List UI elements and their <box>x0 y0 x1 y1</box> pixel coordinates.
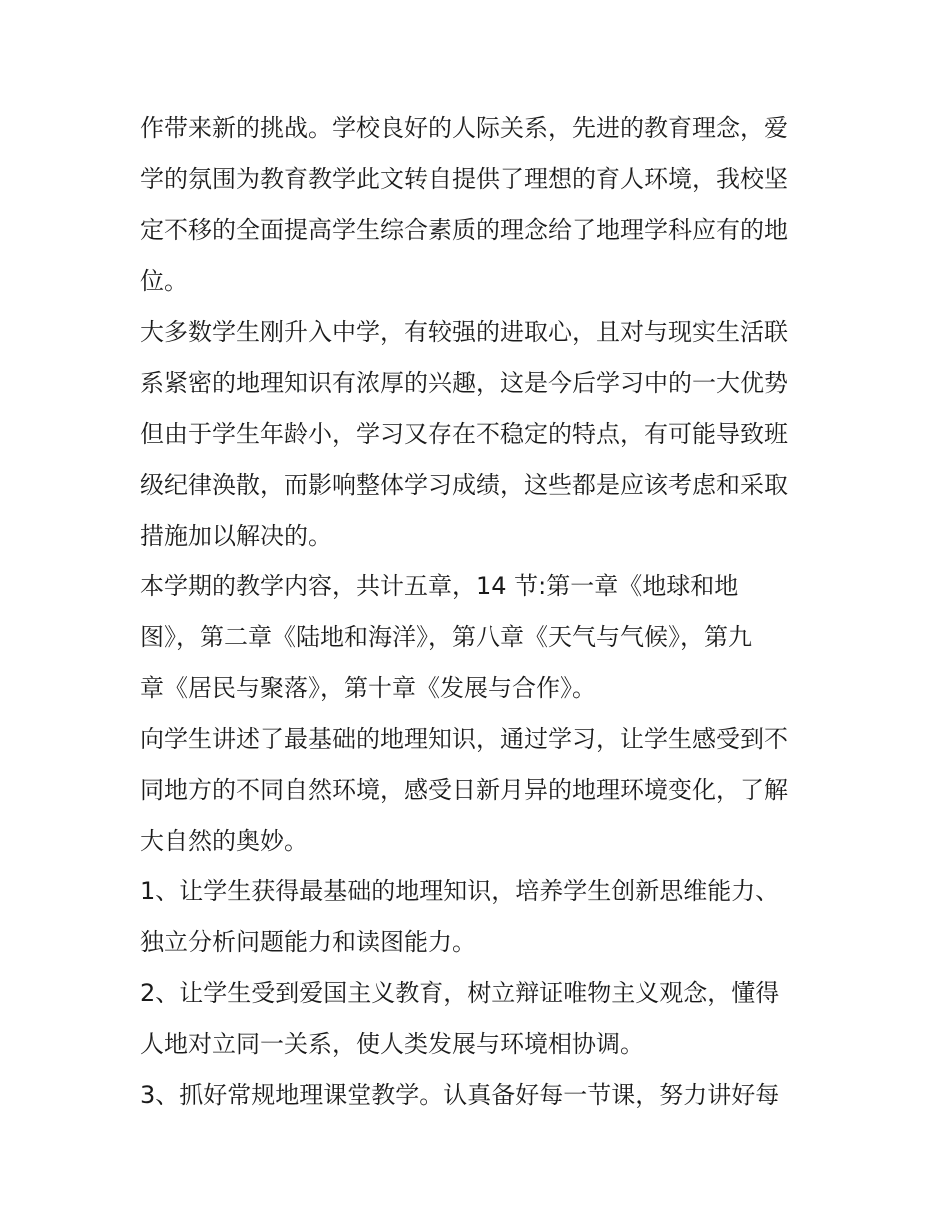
text-line: 作带来新的挑战。学校良好的人际关系，先进的教育理念，爱 <box>140 114 788 142</box>
text-line: 向学生讲述了最基础的地理知识，通过学习，让学生感受到不 <box>140 725 788 753</box>
text-line: 1、让学生获得最基础的地理知识，培养学生创新思维能力、 <box>140 877 780 905</box>
text-line: 章《居民与聚落》，第十章《发展与合作》。 <box>140 674 596 702</box>
text-line: 系紧密的地理知识有浓厚的兴趣，这是今后学习中的一大优势 <box>140 369 788 397</box>
text-line: 大自然的奥妙。 <box>140 827 308 855</box>
text-line: 但由于学生年龄小，学习又存在不稳定的特点，有可能导致班 <box>140 420 788 448</box>
text-line: 2、让学生受到爱国主义教育，树立辩证唯物主义观念，懂得 <box>140 979 780 1007</box>
text-line: 措施加以解决的。 <box>140 522 332 550</box>
text-line: 图》，第二章《陆地和海洋》，第八章《天气与气候》，第九 <box>140 623 752 651</box>
text-line: 同地方的不同自然环境，感受日新月异的地理环境变化，了解 <box>140 776 788 804</box>
text-line: 位。 <box>140 267 188 295</box>
text-line: 本学期的教学内容，共计五章，14 节:第一章《地球和地 <box>140 572 739 600</box>
text-line: 人地对立同一关系，使人类发展与环境相协调。 <box>140 1030 644 1058</box>
text-line: 定不移的全面提高学生综合素质的理念给了地理学科应有的地 <box>140 216 788 244</box>
text-line: 独立分析问题能力和读图能力。 <box>140 928 476 956</box>
text-line: 级纪律涣散，而影响整体学习成绩，这些都是应该考虑和采取 <box>140 471 788 499</box>
text-line: 3、抓好常规地理课堂教学。认真备好每一节课，努力讲好每 <box>140 1081 780 1109</box>
text-line: 学的氛围为教育教学此文转自提供了理想的育人环境，我校坚 <box>140 165 788 193</box>
text-line: 大多数学生刚升入中学，有较强的进取心，且对与现实生活联 <box>140 318 788 346</box>
